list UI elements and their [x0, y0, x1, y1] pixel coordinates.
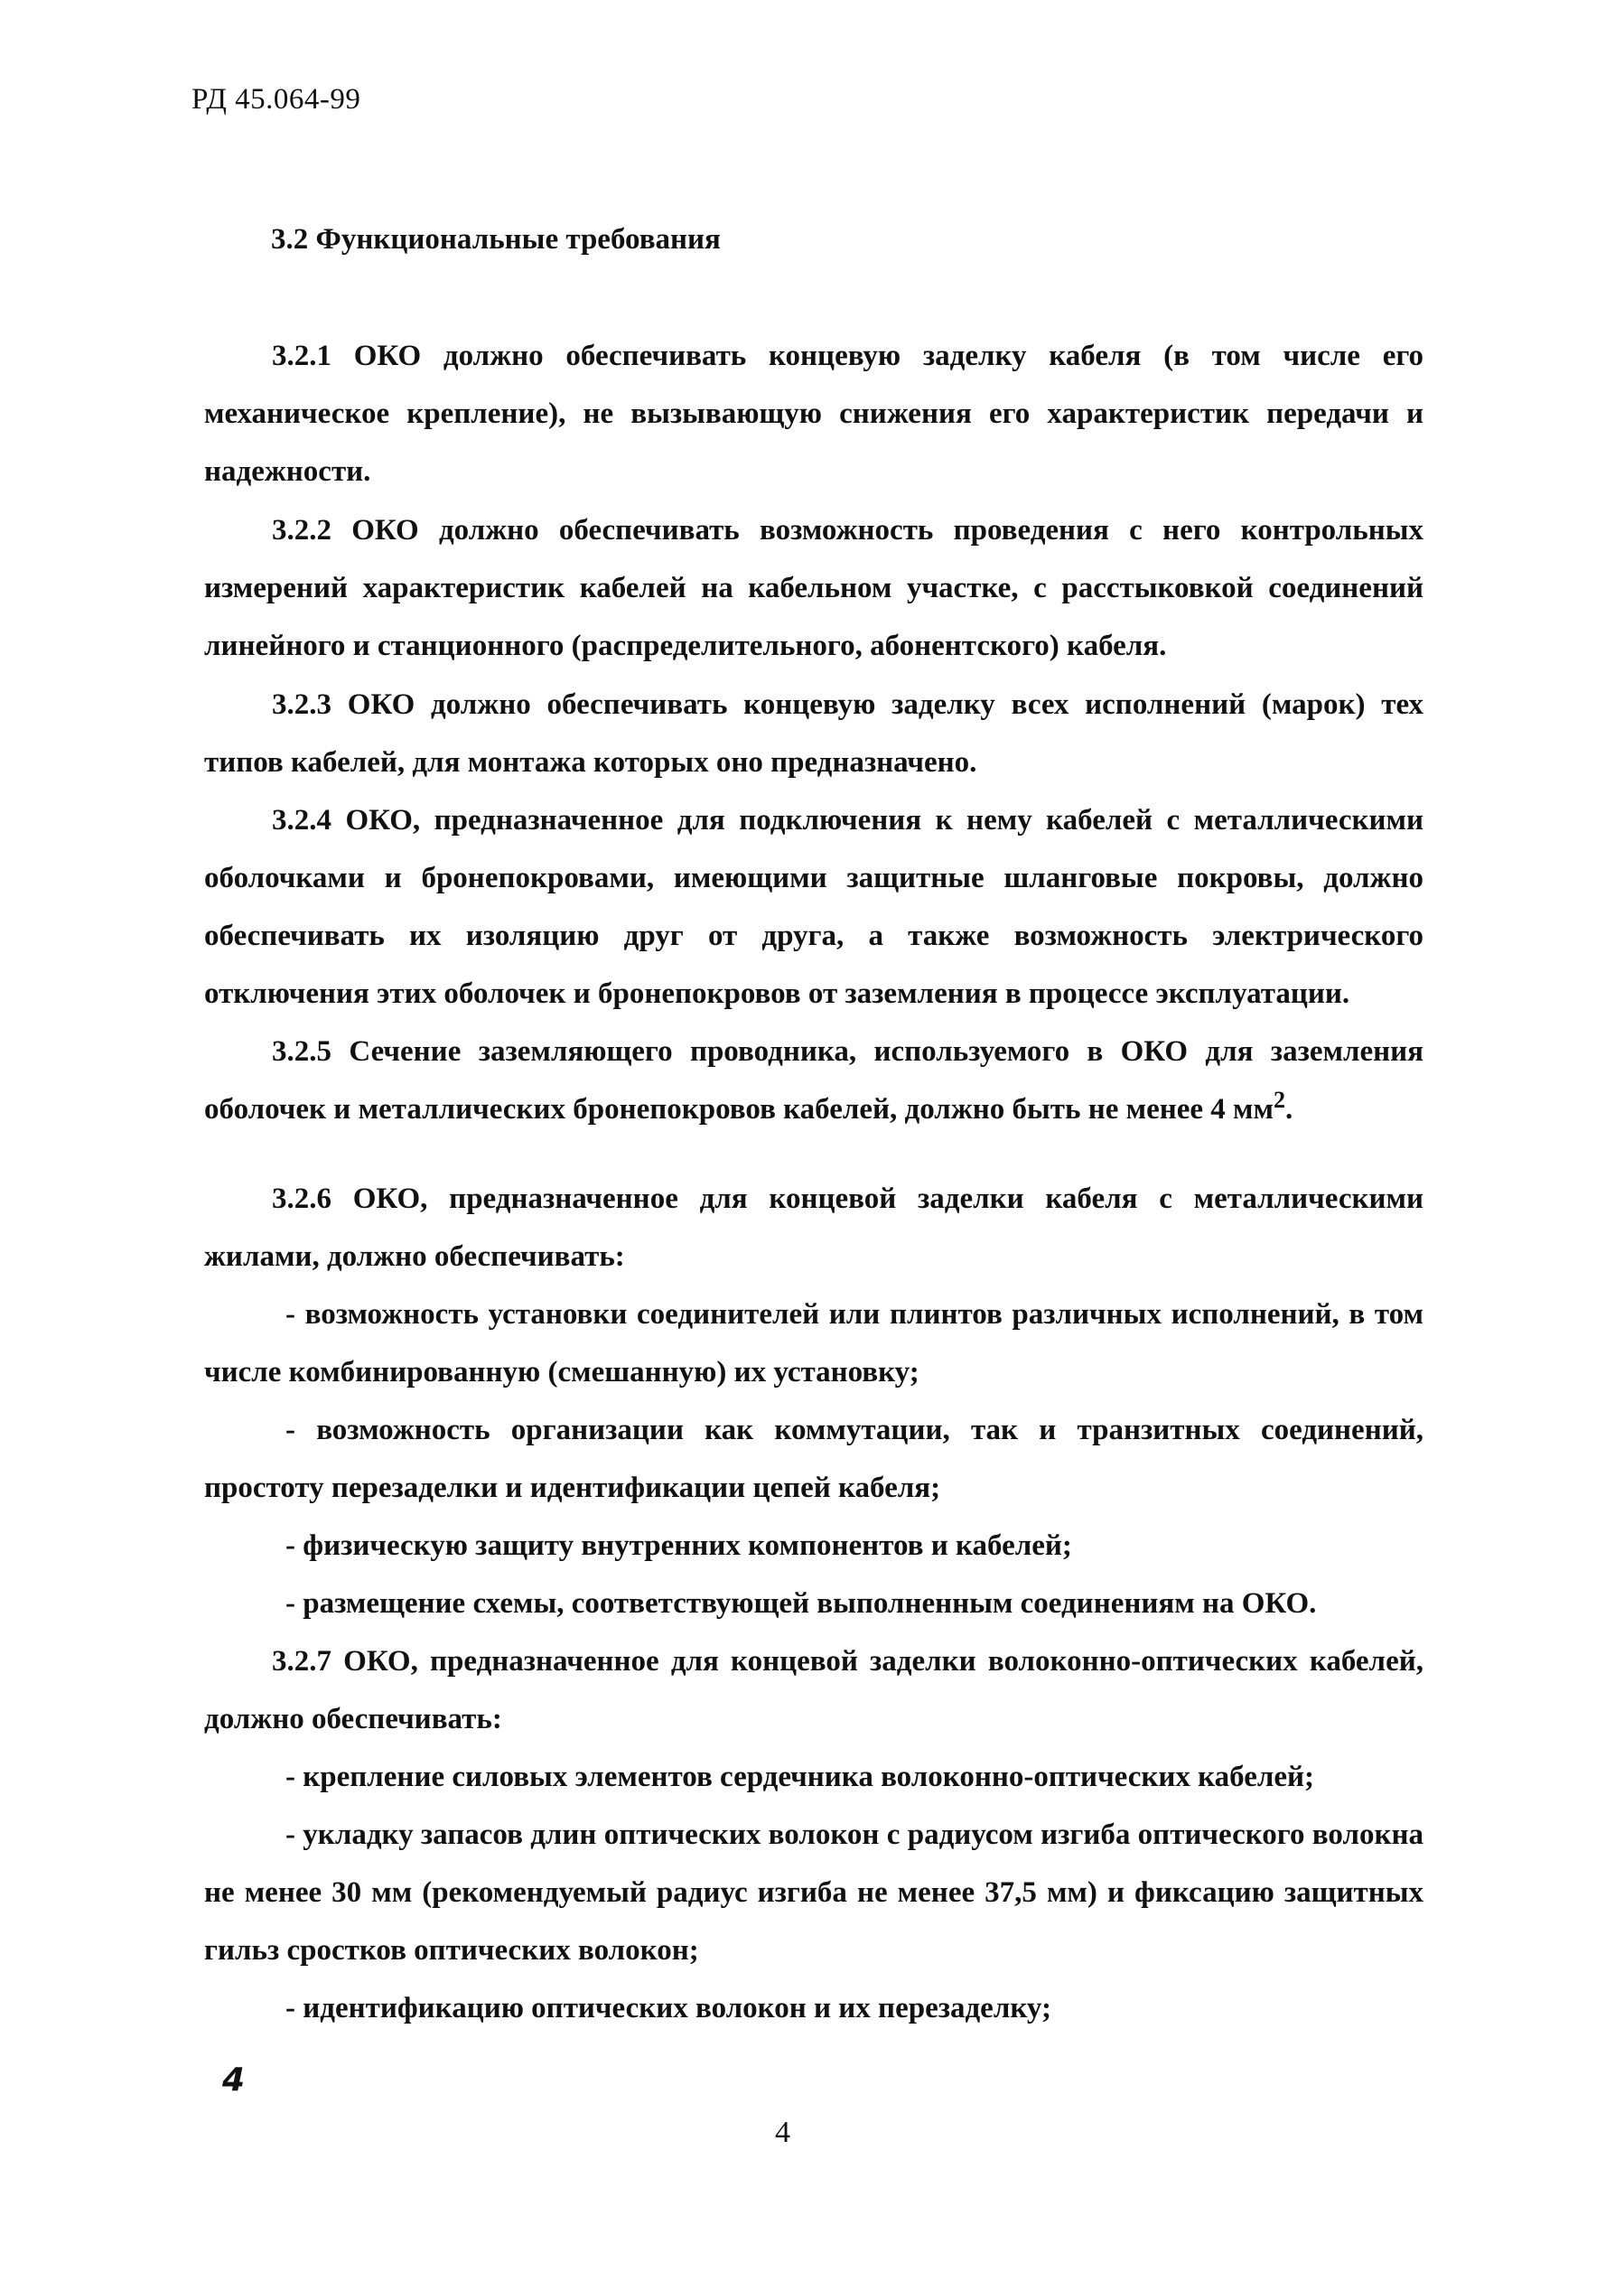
list-item: - размещение схемы, соответствующей выполненным соединениям на ОКО.	[285, 1587, 1317, 1620]
paragraph-3-2-4: 3.2.4 ОКО, предназначенное для подключения к нему кабелей с металлическими оболочками и бронепокровами, имеющими защитные шланговые покровы, должно обеспечивать их изоляцию друг от друга, а также возможность электрического отключения этих оболочек и бронепокровов от заземления в процессе эксплуатации.	[204, 804, 1423, 1010]
list-item: - крепление силовых элементов сердечника волоконно-оптических кабелей;	[285, 1761, 1315, 1793]
list-item: - идентификацию оптических волокон и их перезаделку;	[285, 1992, 1051, 2024]
paragraph-3-2-5-end: .	[1285, 1093, 1293, 1126]
paragraph-3-2-7: 3.2.7 ОКО, предназначенное для концевой заделки волоконно-оптических кабелей, должно обеспечивать:	[204, 1645, 1423, 1735]
section-title: 3.2 Функциональные требования	[271, 223, 721, 256]
handwritten-page-number: 4	[222, 2062, 246, 2099]
list-item: - укладку запасов длин оптических волокон с радиусом изгиба оптического волокна не менее 30 мм (рекомендуемый радиус изгиба не менее 37,5 мм) и фиксацию защитных гильз сростков оптических волокон;	[204, 1819, 1423, 1967]
paragraph-3-2-2: 3.2.2 ОКО должно обеспечивать возможность проведения с него контрольных измерений характеристик кабелей на кабельном участке, с расстыковкой соединений линейного и станционного (распределительного, абонентского) кабеля.	[204, 514, 1423, 662]
list-item: - возможность установки соединителей или плинтов различных исполнений, в том числе комбинированную (смешанную) их установку;	[204, 1298, 1423, 1388]
paragraph-3-2-5	[204, 1023, 1423, 1138]
list-item: - физическую защиту внутренних компонентов и кабелей;	[285, 1529, 1072, 1562]
paragraph-3-2-5-text: 3.2.5 Сечение заземляющего проводника, используемого в ОКО для заземления оболочек и металлических бронепокровов кабелей, должно быть не менее 4 мм	[204, 1035, 1423, 1126]
paragraph-3-2-3: 3.2.3 ОКО должно обеспечивать концевую заделку всех исполнений (марок) тех типов кабелей, для монтажа которых оно предназначено.	[204, 688, 1423, 779]
page-number: 4	[775, 2116, 790, 2149]
paragraph-3-2-6: 3.2.6 ОКО, предназначенное для концевой заделки кабеля с металлическими жилами, должно обеспечивать:	[204, 1183, 1423, 1273]
paragraph-3-2-1: 3.2.1 ОКО должно обеспечивать концевую заделку кабеля (в том числе его механическое крепление), не вызывающую снижения его характеристик передачи и надежности.	[204, 340, 1423, 488]
list-item: - возможность организации как коммутации, так и транзитных соединений, простоту перезаделки и идентификации цепей кабеля;	[204, 1414, 1423, 1504]
superscript-2: 2	[1274, 1087, 1285, 1113]
document-code: РД 45.064-99	[191, 83, 361, 116]
